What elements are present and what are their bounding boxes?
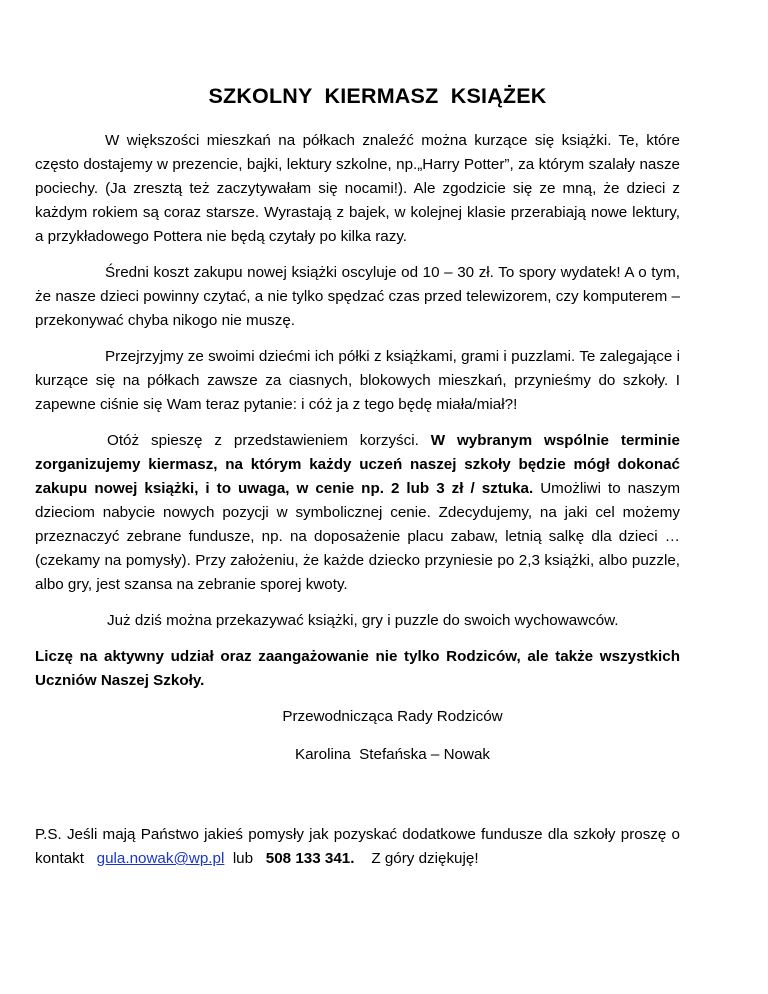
paragraph-1: W większości mieszkań na półkach znaleźć można kurzące się książki. Te, które często dostajemy w prezencie, bajki, lektury szkolne, np.„Harry Potter”, za którym szalały nasze pociechy. (Ja zresztą też zaczytywałam się nocami!). Ale zgodzicie się ze mną, że dzieci z każdym rokiem są coraz starsze. Wyrastają z bajek, w kolejnej klasie przerabiają nowe lektury, a przykładowego Pottera nie będą czytały po kilka razy. [35,132,680,245]
paragraph-3: Przejrzyjmy ze swoimi dziećmi ich półki z książkami, grami i puzzlami. Te zalegające i kurzące się na półkach zawsze za ciasnych, blokowych mieszkań, przynieśmy do szkoły. I zapewne ciśnie się Wam teraz pytanie: i cóż ja z tego będę miała/miał?! [35,348,680,413]
paragraph-4 [35,429,680,597]
signature-role: Przewodnicząca Rady Rodziców [282,708,503,725]
email-link[interactable]: gula.nowak@wp.pl [96,850,225,867]
postscript-text: P.S. Jeśli mają Państwo jakieś pomysły jak pozyskać dodatkowe fundusze dla szkoły proszę o kontakt [35,826,680,867]
phone-number: 508 133 341. [265,850,355,867]
signature-name: Karolina Stefańska – Nowak [294,746,490,763]
paragraph-4-intro: Otóż spieszę z przedstawieniem korzyści. [107,432,431,449]
postscript-or: lub [232,850,254,867]
paragraph-5: Już dziś można przekazywać książki, gry i puzzle do swoich wychowawców. [107,612,619,629]
paragraph-6: Liczę na aktywny udział oraz zaangażowanie nie tylko Rodziców, ale także wszystkich Uczniów Naszej Szkoły. [35,648,680,689]
paragraph-2: Średni koszt zakupu nowej książki oscyluje od 10 – 30 zł. To spory wydatek! A o tym, że nasze dzieci powinny czytać, a nie tylko spędzać czas przed telewizorem, czy komputerem – przekonywać chyba nikogo nie muszę. [35,264,680,329]
postscript-thanks: Z góry dziękuję! [371,850,479,867]
paragraph-4-rest: Umożliwi to naszym dzieciom nabycie nowych pozycji w symbolicznej cenie. Zdecydujemy, na jaki cel możemy przeznaczyć zebrane fundusze, np. na doposażenie placu zabaw, letnią salkę dla dzieci … (czekamy na pomysły). Przy założeniu, że każde dziecko przyniesie po 2,3 książki, albo puzzle, albo gry, jest szansa na zebranie sporej kwoty. [35,480,680,593]
document-title: SZKOLNY KIERMASZ KSIĄŻEK [208,84,547,108]
postscript [35,823,680,871]
paragraph-4-bold: W wybranym wspólnie terminie zorganizujemy kiermasz, na którym każdy uczeń naszej szkoły będzie mógł dokonać zakupu nowej książki, i to uwaga, w cenie np. 2 lub 3 zł / sztuka. [35,432,680,497]
